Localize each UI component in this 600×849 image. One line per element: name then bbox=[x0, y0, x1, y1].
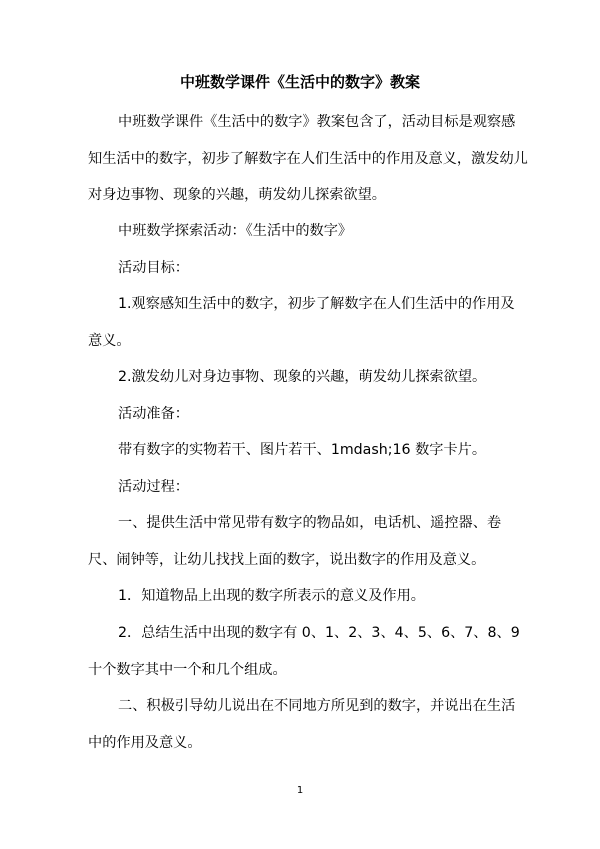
process-step-1-paragraph: 一、提供生活中常见带有数字的物品如，电话机、遥控器、卷尺、闹钟等，让幼儿找找上面的数字，说出数字的作用及意义。 bbox=[88, 515, 502, 568]
goal-1-paragraph: 1.观察感知生活中的数字，初步了解数字在人们生活中的作用及意义。 bbox=[88, 296, 515, 349]
process-substep-2-paragraph: 2．总结生活中出现的数字有 0、1、2、3、4、5、6、7、8、9 十个数字其中一个和几个组成。 bbox=[88, 625, 520, 678]
goals-heading: 活动目标： bbox=[118, 260, 189, 276]
preparation-paragraph: 带有数字的实物若干、图片若干、1mdash;16 数字卡片。 bbox=[118, 442, 487, 458]
process-substep-1-paragraph: 1．知道物品上出现的数字所表示的意义及作用。 bbox=[118, 588, 425, 604]
preparation-heading: 活动准备： bbox=[118, 406, 189, 422]
process-step-2-paragraph: 二、积极引导幼儿说出在不同地方所见到的数字，并说出在生活中的作用及意义。 bbox=[88, 698, 516, 751]
goal-2-paragraph: 2.激发幼儿对身边事物、现象的兴趣，萌发幼儿探索欲望。 bbox=[118, 369, 487, 385]
activity-name-paragraph: 中班数学探索活动：《生活中的数字》 bbox=[118, 223, 353, 239]
process-heading: 活动过程： bbox=[118, 479, 189, 495]
intro-paragraph: 中班数学课件《生活中的数字》教案包含了，活动目标是观察感知生活中的数字，初步了解数字在人们生活中的作用及意义，激发幼儿对身边事物、现象的兴趣，萌发幼儿探索欲望。 bbox=[88, 114, 528, 203]
document-title: 中班数学课件《生活中的数字》教案 bbox=[179, 73, 420, 91]
page-number: 1 bbox=[296, 785, 304, 796]
